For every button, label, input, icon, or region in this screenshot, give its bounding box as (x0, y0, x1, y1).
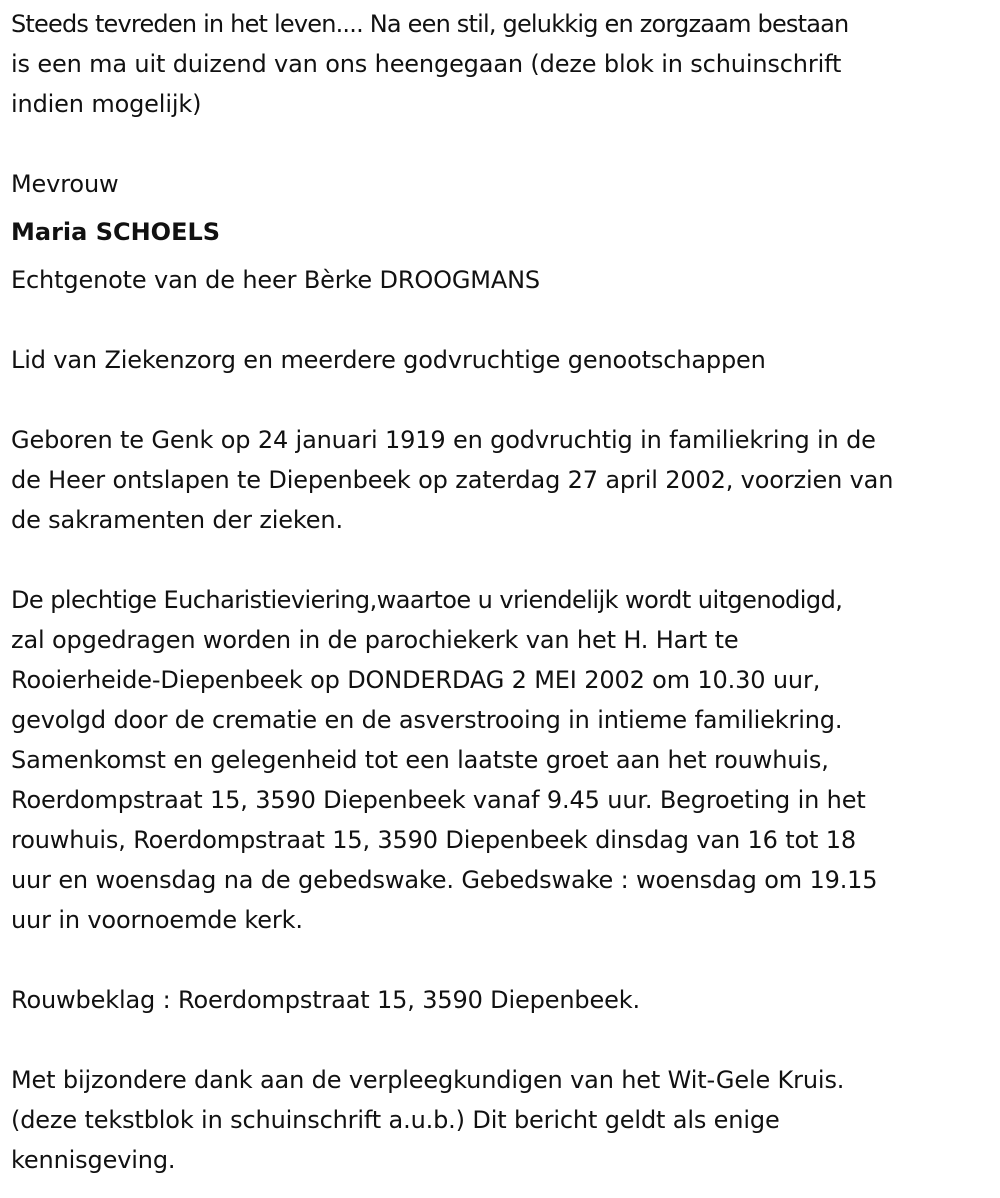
spacer (11, 540, 990, 580)
spouse-line: Echtgenote van de heer Bèrke DROOGMANS (11, 266, 540, 294)
deceased-name: Maria SCHOELS (11, 218, 221, 246)
birth-death-paragraph (11, 420, 990, 540)
closing-paragraph (11, 1060, 990, 1180)
spacer (11, 300, 990, 340)
birth-death-line: Geboren te Genk op 24 januari 1919 en godvruchtig in familiekring in de (11, 426, 876, 454)
ceremony-line: zal opgedragen worden in de parochiekerk van het H. Hart te (11, 626, 739, 654)
intro-paragraph (11, 4, 990, 124)
intro-line: indien mogelijk) (11, 90, 202, 118)
spacer (11, 204, 990, 212)
membership-line: Lid van Ziekenzorg en meerdere godvruchtige genootschappen (11, 346, 766, 374)
closing-line: (deze tekstblok in schuinschrift a.u.b.) Dit bericht geldt als enige (11, 1106, 780, 1134)
closing-line: kennisgeving. (11, 1146, 176, 1174)
spacer (11, 252, 990, 260)
ceremony-line: Rooierheide-Diepenbeek op DONDERDAG 2 MEI 2002 om 10.30 uur, (11, 666, 821, 694)
birth-death-line: de sakramenten der zieken. (11, 506, 343, 534)
salutation: Mevrouw (11, 170, 119, 198)
birth-death-line: de Heer ontslapen te Diepenbeek op zaterdag 27 april 2002, voorzien van (11, 466, 894, 494)
ceremony-line: Samenkomst en gelegenheid tot een laatste groet aan het rouwhuis, (11, 746, 829, 774)
ceremony-line: gevolgd door de crematie en de asverstrooing in intieme familiekring. (11, 706, 843, 734)
spacer (11, 1020, 990, 1060)
ceremony-line: rouwhuis, Roerdompstraat 15, 3590 Diepenbeek dinsdag van 16 tot 18 (11, 826, 857, 854)
condolence-address: Rouwbeklag : Roerdompstraat 15, 3590 Diepenbeek. (11, 986, 640, 1014)
closing-line: Met bijzondere dank aan de verpleegkundigen van het Wit-Gele Kruis. (11, 1066, 845, 1094)
ceremony-line: uur en woensdag na de gebedswake. Gebedswake : woensdag om 19.15 (11, 866, 878, 894)
spacer (11, 380, 990, 420)
intro-line: Steeds tevreden in het leven.... Na een stil, gelukkig en zorgzaam bestaan (11, 10, 849, 38)
ceremony-paragraph (11, 580, 990, 940)
ceremony-line: Roerdompstraat 15, 3590 Diepenbeek vanaf 9.45 uur. Begroeting in het (11, 786, 866, 814)
ceremony-line: De plechtige Eucharistieviering,waartoe u vriendelijk wordt uitgenodigd, (11, 586, 843, 614)
ceremony-line: uur in voornoemde kerk. (11, 906, 303, 934)
spacer (11, 124, 990, 164)
intro-line: is een ma uit duizend van ons heengegaan (deze blok in schuinschrift (11, 50, 842, 78)
spacer (11, 940, 990, 980)
